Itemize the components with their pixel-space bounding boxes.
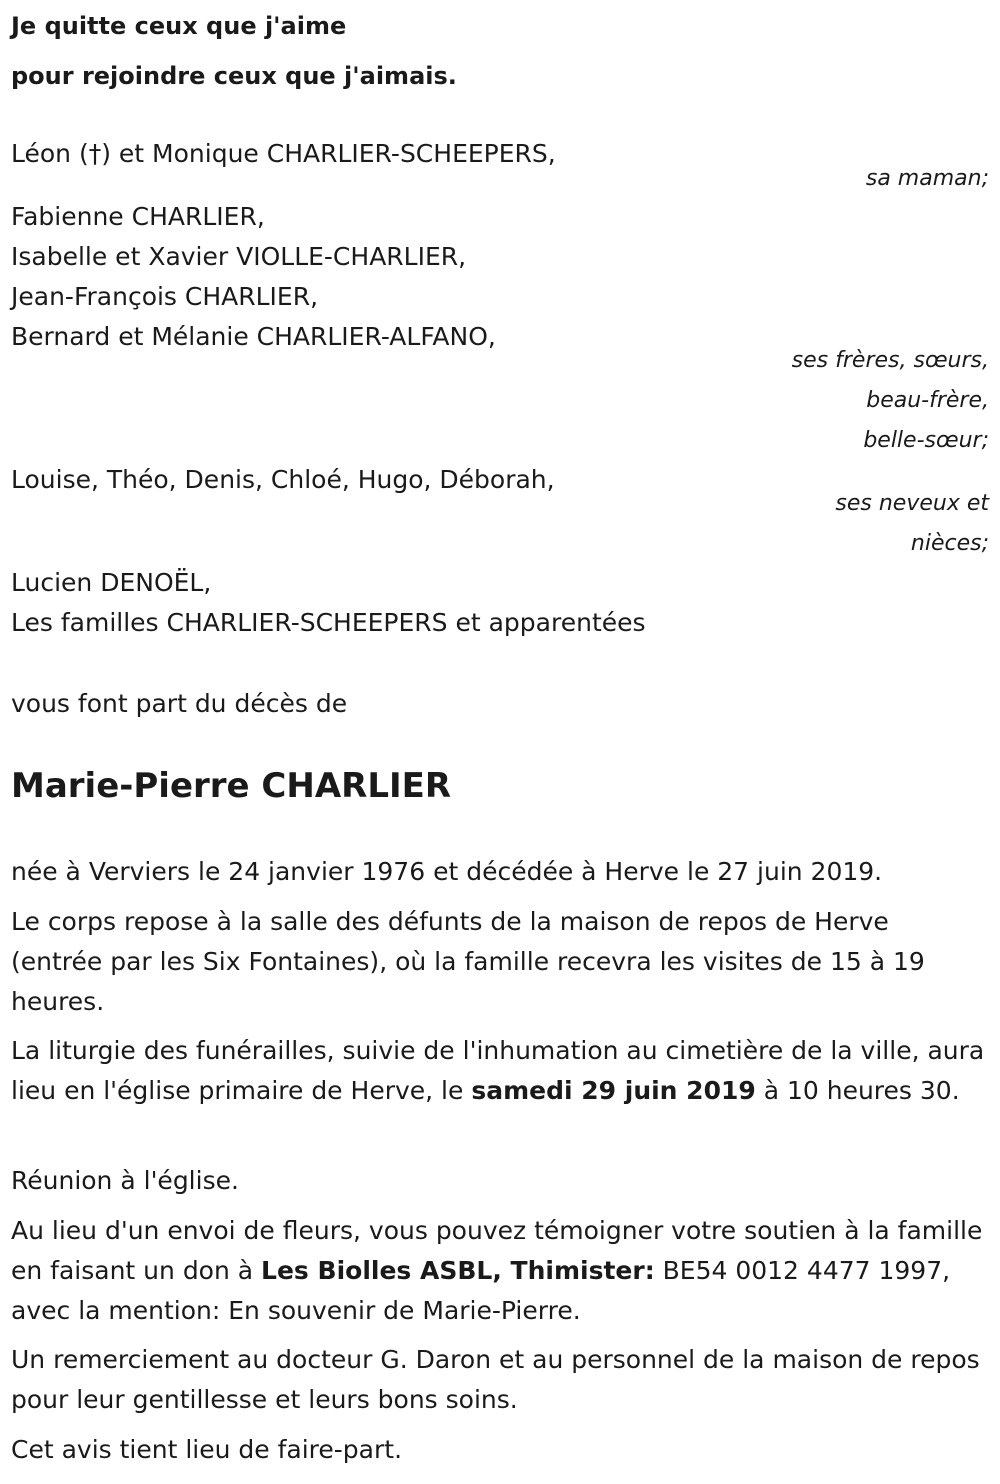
deceased-name: Marie-Pierre CHARLIER bbox=[11, 766, 452, 806]
liturgy-paragraph bbox=[11, 1031, 986, 1111]
nephews-line: Louise, Théo, Denis, Chloé, Hugo, Déborah, bbox=[11, 465, 555, 494]
meeting-paragraph: Réunion à l'église. bbox=[11, 1166, 239, 1195]
quote-line-1: Je quitte ceux que j'aime bbox=[11, 12, 347, 40]
liturgy-date: samedi 29 juin 2019 bbox=[471, 1076, 756, 1105]
parents-line: Léon (†) et Monique CHARLIER-SCHEEPERS, bbox=[11, 139, 556, 168]
sibling-line: Bernard et Mélanie CHARLIER-ALFANO, bbox=[11, 322, 496, 351]
donation-organization: Les Biolles ASBL, Thimister: bbox=[261, 1256, 655, 1285]
nephews-role: ses neveux et bbox=[835, 491, 989, 516]
sibling-line: Isabelle et Xavier VIOLLE-CHARLIER, bbox=[11, 242, 467, 271]
donation-paragraph bbox=[11, 1211, 986, 1331]
sibling-line: Fabienne CHARLIER, bbox=[11, 202, 265, 231]
nephews-role: nièces; bbox=[910, 531, 989, 556]
born-paragraph: née à Verviers le 24 janvier 1976 et décédée à Herve le 27 juin 2019. bbox=[11, 857, 883, 886]
liturgy-time: à 10 heures 30. bbox=[755, 1076, 960, 1105]
other-family-line: Lucien DENOËL, bbox=[11, 568, 212, 597]
parents-role: sa maman; bbox=[865, 166, 989, 191]
rest-paragraph: Le corps repose à la salle des défunts de la maison de repos de Herve (entrée par les Six Fontaines), où la famille recevra les visites de 15 à 19 heures. bbox=[11, 907, 925, 1016]
donation-account: BE54 0012 4477 1997, avec la mention: En souvenir de Marie-Pierre. bbox=[11, 1256, 951, 1325]
liturgy-text: La liturgie des funérailles, suivie de l'inhumation au cimetière de la ville, aura lieu en l'église primaire de Herve, le bbox=[11, 1036, 985, 1105]
siblings-role: ses frères, sœurs, bbox=[791, 348, 989, 373]
announce-line: vous font part du décès de bbox=[11, 689, 348, 718]
other-family-line: Les familles CHARLIER-SCHEEPERS et apparentées bbox=[11, 608, 646, 637]
siblings-role: beau-frère, bbox=[866, 388, 989, 413]
siblings-role: belle-sœur; bbox=[863, 428, 989, 453]
sibling-line: Jean-François CHARLIER, bbox=[11, 282, 319, 311]
donation-text: Au lieu d'un envoi de fleurs, vous pouvez témoigner votre soutien à la famille en faisant un don à bbox=[11, 1216, 983, 1285]
quote-line-2: pour rejoindre ceux que j'aimais. bbox=[11, 62, 457, 90]
thanks-paragraph: Un remerciement au docteur G. Daron et au personnel de la maison de repos pour leur gentillesse et leurs bons soins. bbox=[11, 1345, 980, 1414]
notice-paragraph: Cet avis tient lieu de faire-part. bbox=[11, 1435, 403, 1464]
